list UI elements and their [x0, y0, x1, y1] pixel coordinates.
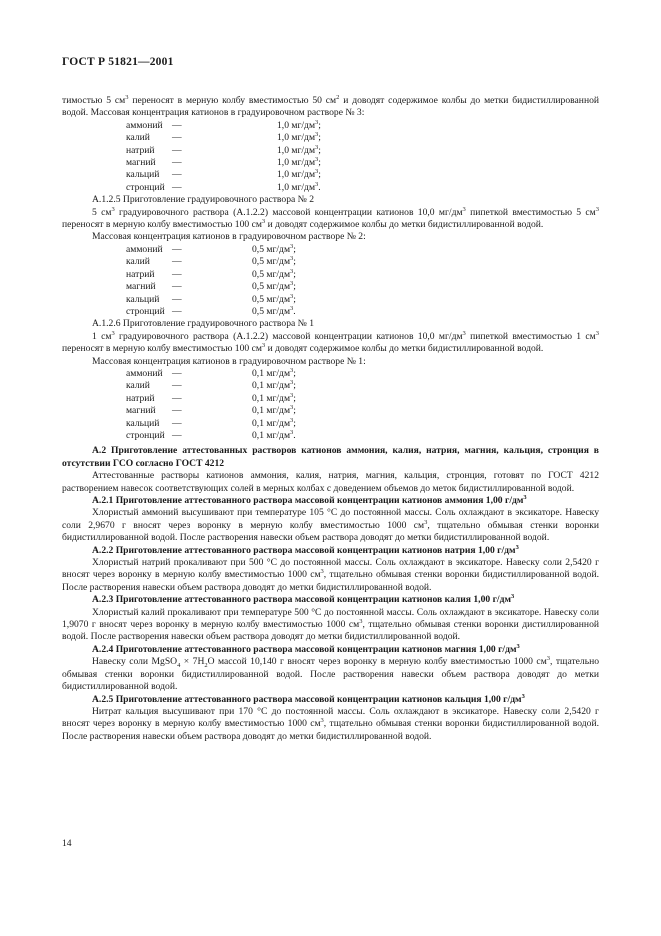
concentration-row [126, 256, 296, 268]
concentration-row [126, 430, 296, 442]
section-title-a2: А.2 Приготовление аттестованных растворов катионов аммония, калия, натрия, магния, кальция, стронция в отсутствии ГСО согласно ГОСТ 4212 [62, 445, 599, 469]
dash: — [172, 293, 182, 305]
section-title-a126: А.1.2.6 Приготовление градуировочного раствора № 1 [92, 318, 314, 330]
section-title-a24: А.2.4 Приготовление аттестованного раствора массовой концентрации катионов магния 1,00 $г/дм^3$ [92, 642, 520, 655]
concentration-row [126, 393, 296, 405]
dash: — [172, 243, 182, 255]
concentration-row [126, 244, 296, 256]
cation-name: аммоний [126, 367, 163, 379]
dash: — [172, 256, 182, 268]
concentration-row [126, 157, 321, 169]
dash: — [172, 429, 182, 441]
cation-name: стронций [126, 305, 165, 317]
paragraph-a22: Хлористый натрий прокаливают при 500 °С до постоянной массы. Соль охлаждают в эксикаторе. Навеску соли 2,5420 г вносят через воронку в мерную колбу вместимостью 1000 $см^3$, тщательно обмывая стенки воронки бидистиллированной водой. После растворения навески объем раствора доводят до метки бидистиллированной водой. [62, 557, 599, 593]
lead-a126: Массовая концентрация катионов в градуировочном растворе № 1: [92, 355, 366, 367]
dash: — [172, 305, 182, 317]
cation-name: калий [126, 256, 150, 268]
cation-name: калий [126, 132, 150, 144]
concentration-value: 0,5 $мг/дм^3$; [252, 267, 296, 280]
concentration-row [126, 294, 296, 306]
cation-name: стронций [126, 181, 165, 193]
dash: — [172, 380, 182, 392]
concentration-value: 0,5 $мг/дм^3$; [252, 242, 296, 255]
concentration-value: 0,5 $мг/дм^3$. [252, 304, 296, 317]
cation-name: натрий [126, 392, 155, 404]
dash: — [172, 169, 182, 181]
dash: — [172, 405, 182, 417]
solution2-concentration-list [126, 244, 296, 318]
dash: — [172, 281, 182, 293]
concentration-value: 1,0 $мг/дм^3$. [277, 180, 321, 193]
section-title-a125: А.1.2.5 Приготовление градуировочного раствора № 2 [92, 194, 314, 206]
section-title-a23: А.2.3 Приготовление аттестованного раствора массовой концентрации катионов калия 1,00 $г/дм^3$ [92, 593, 515, 606]
dash: — [172, 367, 182, 379]
cation-name: кальций [126, 293, 160, 305]
paragraph-a125: 5 $см^3$ градуировочного раствора (А.1.2.2) массовой концентрации катионов 10,0 $мг/дм^3$ пипеткой вместимостью 5 $см^3$ переносят в мерную колбу вместимостью 100 $см^3$ и доводят содержимое колбы до метки бидистиллированной водой. [62, 205, 600, 231]
section-title-a25: А.2.5 Приготовление аттестованного раствора массовой концентрации катионов кальция 1,00 $г/дм^3$ [92, 692, 525, 705]
concentration-value: 1,0 $мг/дм^3$; [277, 155, 321, 169]
section-title-a22: А.2.2 Приготовление аттестованного раствора массовой концентрации катионов натрия 1,00 $г/дм^3$ [92, 543, 519, 556]
cation-name: натрий [126, 268, 155, 280]
document-header: ГОСТ Р 51821—2001 [62, 56, 174, 68]
solution1-concentration-list [126, 368, 296, 442]
page-body [62, 95, 599, 743]
paragraph-a24: Навеску соли MgSO$_4$ × $7H_2O$ массой 10,140 г вносят через воронку в мерную колбу вместимостью 1000 $см^3$, тщательно обмывая стенки воронки бидистиллированной водой. После растворения навески объем раствора доводят до метки бидистиллированной водой. [62, 655, 599, 693]
concentration-row [126, 169, 321, 181]
concentration-value: 0,5 $мг/дм^3$; [252, 255, 296, 268]
cation-name: натрий [126, 144, 155, 156]
cation-name: магний [126, 405, 156, 417]
cation-name: калий [126, 380, 150, 392]
concentration-row [126, 120, 321, 132]
concentration-value: 1,0 $мг/дм^3$; [277, 143, 321, 156]
cation-name: кальций [126, 417, 160, 429]
concentration-row [126, 182, 321, 194]
dash: — [172, 157, 182, 169]
concentration-value: 0,1 $мг/дм^3$; [252, 403, 296, 417]
concentration-row [126, 145, 321, 157]
paragraph-a23: Хлористый калий прокаливают при температуре 500 °С до постоянной массы. Соль охлаждают в эксикаторе. Навеску соли 1,9070 г вносят через воронку в мерную колбу вместимостью 1000 $см^3$, тщательно обмывая стенки воронки дистиллированной водой. После растворения навески объем раствора доводят до метки бидистиллированной водой. [62, 606, 600, 643]
concentration-value: 0,1 $мг/дм^3$; [252, 391, 296, 404]
cation-name: магний [126, 157, 156, 169]
concentration-value: 0,1 $мг/дм^3$; [252, 366, 296, 379]
concentration-row [126, 132, 321, 144]
dash: — [172, 119, 182, 131]
concentration-row [126, 306, 296, 318]
dash: — [172, 181, 182, 193]
dash: — [172, 417, 182, 429]
solution3-concentration-list [126, 120, 321, 194]
paragraph-a25: Нитрат кальция высушивают при 170 °С до постоянной массы. Соль охлаждают в эксикаторе. Навеску соли 2,5420 г вносят через воронку в мерную колбу вместимостью 1000 $см^3$, тщательно обмывая стенки воронки бидистиллированной водой. После растворения навески объем раствора доводят до метки бидистиллированной водой. [62, 705, 599, 742]
concentration-value: 0,1 $мг/дм^3$; [252, 379, 296, 392]
section-title-a21: А.2.1 Приготовление аттестованного раствора массовой концентрации катионов аммония 1,00 $г/дм^3$ [92, 493, 527, 506]
concentration-row [126, 380, 296, 392]
concentration-value: 0,1 $мг/дм^3$. [252, 428, 296, 441]
concentration-row [126, 269, 296, 281]
paragraph-continuation: тимостью 5 $см^3$ переносят в мерную колбу вместимостью 50 $см^2$ и доводят содержимое колбы до метки бидистиллированной водой. Массовая концентрация катионов в градуировочном растворе № 3: [62, 93, 600, 119]
page-number: 14 [62, 838, 72, 849]
paragraph-a2: Аттестованные растворы катионов аммония, калия, натрия, магния, кальция, стронция, готовят по ГОСТ 4212 растворением навесок соответствующих солей в мерных колбах с доведением объемов до меток бидистиллированной водой. [62, 470, 599, 494]
concentration-row [126, 418, 296, 430]
concentration-row [126, 368, 296, 380]
concentration-value: 0,5 $мг/дм^3$; [252, 279, 296, 293]
dash: — [172, 392, 182, 404]
paragraph-a126: 1 $см^3$ градуировочного раствора (А.1.2.2) массовой концентрации катионов 10,0 $мг/дм^3$ пипеткой вместимостью 1 $см^3$ переносят в мерную колбу вместимостью 100 $см^3$ и доводят содержимое колбы до метки бидистиллированной водой. [62, 329, 600, 355]
concentration-row [126, 405, 296, 417]
cation-name: аммоний [126, 243, 163, 255]
concentration-value: 0,1 $мг/дм^3$; [252, 416, 296, 429]
concentration-value: 1,0 $мг/дм^3$; [277, 168, 321, 181]
cation-name: магний [126, 281, 156, 293]
dash: — [172, 268, 182, 280]
dash: — [172, 132, 182, 144]
cation-name: стронций [126, 429, 165, 441]
concentration-value: 0,5 $мг/дм^3$; [252, 292, 296, 305]
cation-name: аммоний [126, 119, 163, 131]
dash: — [172, 144, 182, 156]
lead-a125: Массовая концентрация катионов в градуировочном растворе № 2: [92, 231, 366, 243]
concentration-value: 1,0 $мг/дм^3$; [277, 131, 321, 144]
concentration-value: 1,0 $мг/дм^3$; [277, 118, 321, 131]
paragraph-a21: Хлористый аммоний высушивают при температуре 105 °С до постоянной массы. Соль охлаждают в эксикаторе. Навеску соли 2,9670 г вносят через воронку в мерную колбу вместимостью 1000 $см^3$, тщательно обмывая стенки воронки бидистиллированной водой. После растворения навески объем раствора доводят до метки бидистиллированной водой. [62, 507, 599, 544]
cation-name: кальций [126, 169, 160, 181]
concentration-row [126, 281, 296, 293]
